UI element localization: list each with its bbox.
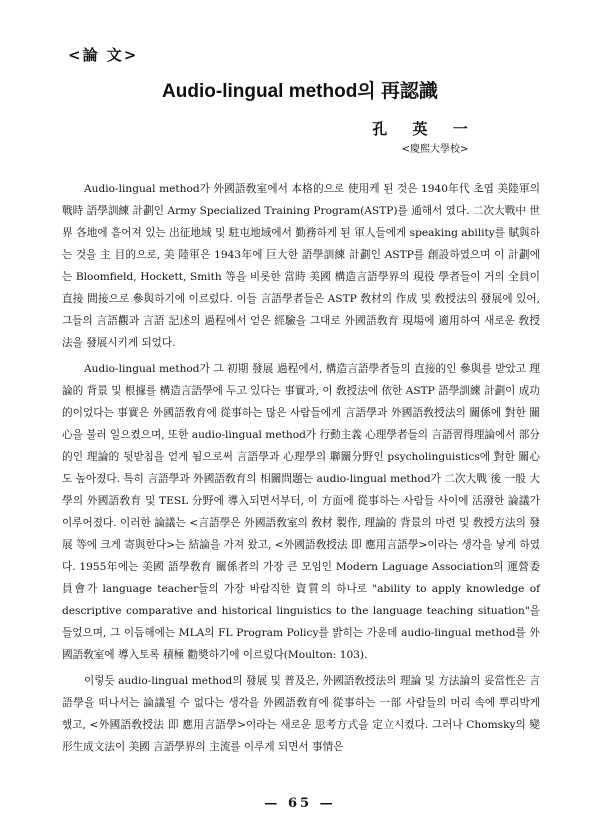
paragraph-1: Audio-lingual method가 外國語敎室에서 本格的으로 使用케 된 것은 1940年代 초엽 美陸軍의 戰時 語學訓練 計劃인 Army Specialized Training Program(ASTP)를 通해서 였다. 二次大戰中 世界 各地에 흩어져 있는 出征地域 및 駐屯地域에서 勤務하게 된 軍人들에게 speaking ability를 賦與하는 것을 主 目的으로, 美 陸軍은 1943年에 巨大한 語學訓練 計劃인 ASTP를 創設하였으며 이 計劃에는 Bloomfield, Hockett, Smith 等을 비롯한 當時 美國 構造言語學界의 現役 學者들이 거의 全員이 直接 間接으로 參與하기에 이르렀다. 이들 言語學者들은 ASTP 敎材의 作成 및 敎授法의 發展에 있어, 그들의 言語觀과 言語 記述의 過程에서 얻은 經驗을 그대로 外國語敎育 現場에 適用하여 새로운 敎授法을 發展시키게 되었다. [62, 183, 540, 349]
paragraph-3: 이렇듯 audio-lingual method의 發展 및 普及은, 外國語敎授法의 理論 및 方法論의 妥當性은 言語學을 떠나서는 論議될 수 없다는 생각을 外國語敎育에 從事하는 一部 사람들의 머리 속에 뿌리박게 했고, <外國語敎授法 即 應用言語學>이라는 새로운 思考方式을 定立시켰다. 그러나 Chomsky의 變形生成文法이 美國 言語學界의 主流를 이루게 되면서 事情은 [62, 675, 540, 753]
author-name: 孔 英 一 [372, 120, 478, 138]
article-body [62, 178, 540, 762]
author-affiliation: <慶熙大學校> [401, 144, 469, 155]
article-title: Audio-lingual method의 再認識 [162, 81, 438, 102]
paragraph-2: Audio-lingual method가 그 初期 發展 過程에서, 構造言語學者들의 直接的인 參與를 받았고 理論的 背景 및 根據를 構造言語學에 두고 있다는 事實과, 이 敎授法에 依한 ASTP 語學訓練 計劃이 成功的이었다는 事實은 外國語敎育에 從事하는 많은 사람들에게 言語學과 外國語敎授法의 關係에 對한 關心을 불러 일으켰으며, 또한 audio-lingual method가 行動主義 心理學者들의 言語習得理論에서 部分的인 理論的 뒷받침을 얻게 됨으로써 言語學과 心理學의 聯關分野인 psycholinguistics에 對한 關心도 높아졌다. 특히 言語學과 外國語敎育의 相關問題는 audio-lingual method가 二次大戰 後 一般 大學의 外國語敎育 및 TESL 分野에 導入되면서부터, 이 方面에 從事하는 사람들 사이에 活潑한 論議가 이루어졌다. 이러한 論議는 <言語學은 外國語敎室의 敎材 製作, 理論的 背景의 마련 및 敎授方法의 發展 等에 크게 寄與한다>는 結論을 가져 왔고, <外國語敎授法 即 應用言語學>이라는 생각을 낳게 하였다. 1955年에는 美國 語學敎育 關係者의 가장 큰 모임인 Modern Laguage Association의 運營委員會가 language teacher들의 가장 바람직한 資質의 하나로 "ability to apply knowledge of descriptive comparative and historical linguistics to the language teaching situation"을 들었으며, 그 이듬해에는 MLA의 FL Program Policy를 밝히는 가운데 audio-lingual method를 外國語敎室에 導入토록 積極 勸奬하기에 이르렀다(Moulton: 103). [62, 363, 540, 661]
section-tag: <論 文> [68, 46, 139, 64]
page-number: — 65 — [264, 796, 336, 811]
